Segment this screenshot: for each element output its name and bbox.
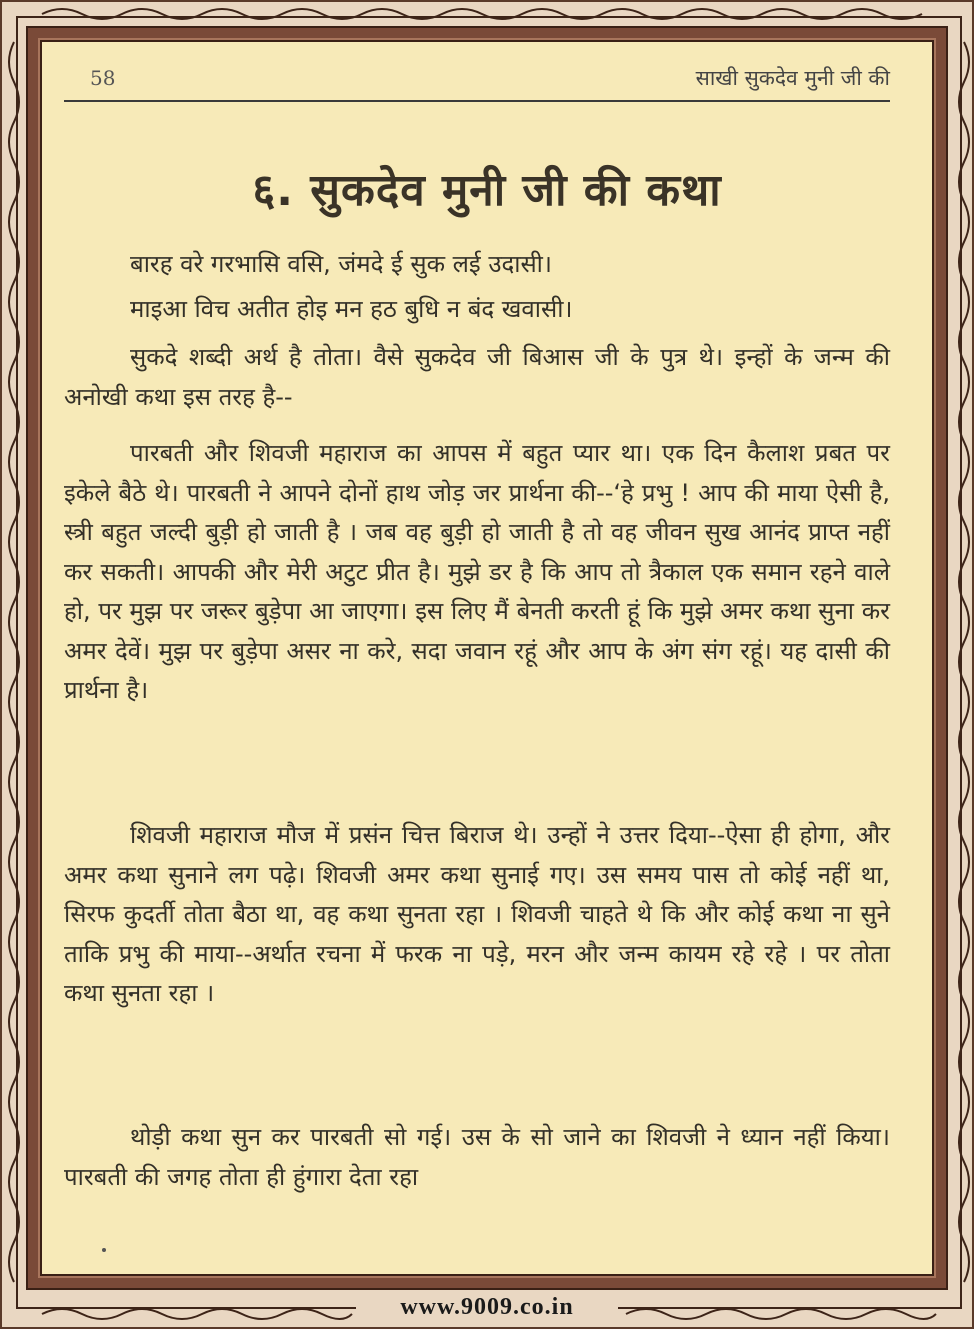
paragraph: सुकदे शब्दी अर्थ है तोता। वैसे सुकदेव जी बिआस जी के पुत्र थे। इन्हों के जन्म की अनोखी कथा इस तरह है-- [64,343,890,411]
page-number: 58 [90,66,116,90]
paragraph: पारबती और शिवजी महाराज का आपस में बहुत प्यार था। एक दिन कैलाश प्रबत पर इकेले बैठे थे। पारबती ने आपने दोनों हाथ जोड़ जर प्रार्थना की--‘हे प्रभु ! आप की माया ऐसी है, स्त्री बहुत जल्दी बुड़ी हो जाती है । जब वह बुड़ी हो जाती है तो वह जीवन सुख आनंद प्राप्त नहीं कर सकती। आपकी और मेरी अटुट प्रीत है। मुझे डर है कि आप तो त्रैकाल एक समान रहने वाले हो, पर मुझ पर जरूर बुड़ेपा आ जाएगा। इस लिए मैं बेनती करती हूं कि मुझे अमर कथा सुना कर अमर देवें। मुझ पर बुड़ेपा असर ना करे, सदा जवान रहूं और आप के अंग संग रहूं। यह दासी की प्रार्थना है। [64,439,890,704]
footer-url: www.9009.co.in [400,1294,574,1320]
verse-line: बारह वरे गरभासि वसि, जंमदे ई सुक लई उदासी। [130,250,552,278]
book-page [42,42,932,1274]
ink-speck [102,1248,106,1252]
paragraph: थोड़ी कथा सुन कर पारबती सो गई। उस के सो जाने का शिवजी ने ध्यान नहीं किया। पारबती की जगह तोता ही हुंगारा देता रहा [64,1123,890,1191]
running-title: साखी सुकदेव मुनी जी की [695,66,890,90]
page-header [64,60,890,102]
paragraph: शिवजी महाराज मौज में प्रसंन चित्त बिराज थे। उन्हों ने उत्तर दिया--ऐसा ही होगा, और अमर कथा सुनाने लग पढ़े। शिवजी अमर कथा सुनाई गए। उस समय पास तो कोई नहीं था, सिरफ कुदर्ती तोता बैठा था, वह कथा सुनता रहा । शिवजी चाहते थे कि और कोई कथा ना सुने ताकि प्रभु की माया--अर्थात रचना में फरक ना पड़े, मरन और जन्म कायम रहे रहे । पर तोता कथा सुनता रहा । [64,821,890,1007]
verse-line: माइआ विच अतीत होइ मन हठ बुधि न बंद खवासी। [130,295,573,323]
verse-block [64,242,956,332]
chapter-title: ६. सुकदेव मुनी जी की कथा [252,165,722,216]
